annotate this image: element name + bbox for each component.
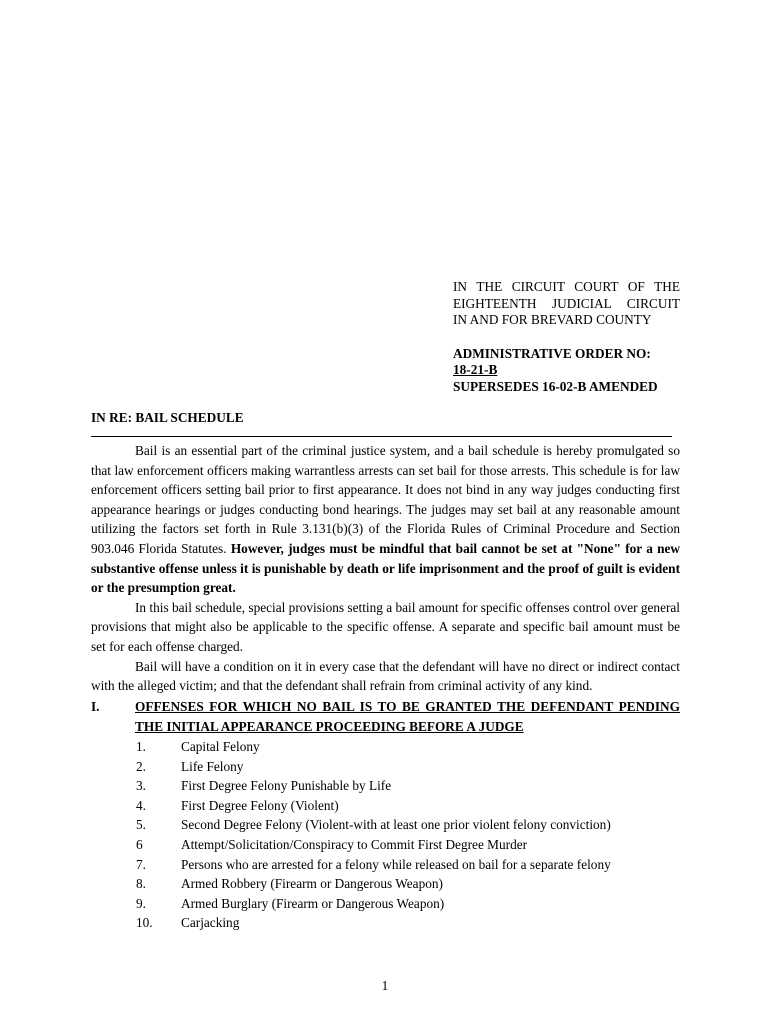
paragraph-2: In this bail schedule, special provisions setting a bail amount for specific offenses control over general provisions that might also be applicable to the specific offense. A separate and specific bail amount must be set for each offense charged.: [91, 599, 680, 654]
order-body: [91, 441, 680, 696]
list-item-number: 8.: [136, 876, 146, 892]
list-item-number: 7.: [136, 856, 146, 872]
list-item: [136, 913, 680, 933]
list-item-text: Persons who are arrested for a felony while released on bail for a separate felony: [181, 856, 611, 872]
paragraph-1: [91, 441, 680, 598]
page-number: 1: [381, 978, 389, 993]
list-item-text: Second Degree Felony (Violent-with at least one prior violent felony conviction): [181, 817, 611, 833]
list-item-text: Carjacking: [181, 915, 240, 931]
paragraph-3: Bail will have a condition on it in every case that the defendant will have no direct or indirect contact with the alleged victim; and that the defendant shall refrain from criminal activity of any kind.: [91, 658, 680, 694]
list-item: [136, 796, 680, 816]
list-item-text: First Degree Felony Punishable by Life: [181, 778, 392, 794]
supersedes-line: SUPERSEDES 16-02-B AMENDED: [453, 378, 658, 394]
list-item: [136, 835, 680, 855]
court-line-2: EIGHTEENTH JUDICIAL CIRCUIT: [453, 295, 680, 311]
list-item: [136, 776, 680, 796]
list-item: [136, 757, 680, 777]
horizontal-rule: [91, 436, 672, 437]
list-item: [136, 855, 680, 875]
court-line-1: IN THE CIRCUIT COURT OF THE: [453, 279, 680, 294]
list-item-number: 1.: [136, 739, 146, 754]
order-label: ADMINISTRATIVE ORDER NO:: [453, 345, 651, 361]
list-item-number: 3.: [136, 778, 146, 794]
list-item-text: Capital Felony: [181, 739, 260, 754]
list-item-text: First Degree Felony (Violent): [181, 797, 339, 813]
order-number: 18-21-B: [453, 362, 498, 377]
list-item: [136, 894, 680, 914]
list-item: [136, 815, 680, 835]
list-item-text: Armed Burglary (Firearm or Dangerous Weapon): [181, 895, 445, 911]
list-item-text: Life Felony: [181, 758, 244, 774]
list-item-number: 2.: [136, 758, 146, 774]
list-item: [136, 737, 680, 757]
in-re-heading: IN RE: BAIL SCHEDULE: [91, 410, 244, 425]
list-item: [136, 874, 680, 894]
court-line-3: IN AND FOR BREVARD COUNTY: [453, 312, 652, 327]
section-1-title: OFFENSES FOR WHICH NO BAIL IS TO BE GRANTED THE DEFENDANT PENDING THE INITIAL APPEARANCE PROCEEDING BEFORE A JUDGE: [135, 699, 680, 734]
list-item-number: 4.: [136, 797, 146, 813]
section-1-heading: [91, 697, 680, 736]
list-item-number: 9.: [136, 895, 146, 911]
caption-spacer: [453, 329, 680, 346]
paragraph-1-text: Bail is an essential part of the criminal justice system, and a bail schedule is hereby promulgated so that law enforcement officers making warrantless arrests can set bail for those arrests. This schedule is for law enforcement officers setting bail prior to first appearance. It does not bind in any way judges conducting first appearance hearings or judges conducting bond hearings. The judges may set bail at any reasonable amount utilizing the factors set forth in Rule 3.131(b)(3) of the Florida Rules of Criminal Procedure and Section 903.046 Florida Statutes.: [91, 443, 680, 556]
offense-list: [136, 737, 680, 933]
court-caption: [453, 279, 680, 395]
list-item-number: 10.: [136, 915, 153, 931]
list-item-number: 6: [136, 836, 143, 852]
section-1-number: I.: [91, 699, 100, 714]
list-item-text: Attempt/Solicitation/Conspiracy to Commit First Degree Murder: [181, 836, 528, 852]
list-item-text: Armed Robbery (Firearm or Dangerous Weapon): [181, 876, 443, 892]
paragraph-1-bold-text: However, judges must be mindful that bail cannot be set at "None" for a new substantive offense unless it is punishable by death or life imprisonment and the proof of guilt is evident or the presumption great.: [91, 540, 681, 596]
list-item-number: 5.: [136, 817, 146, 833]
